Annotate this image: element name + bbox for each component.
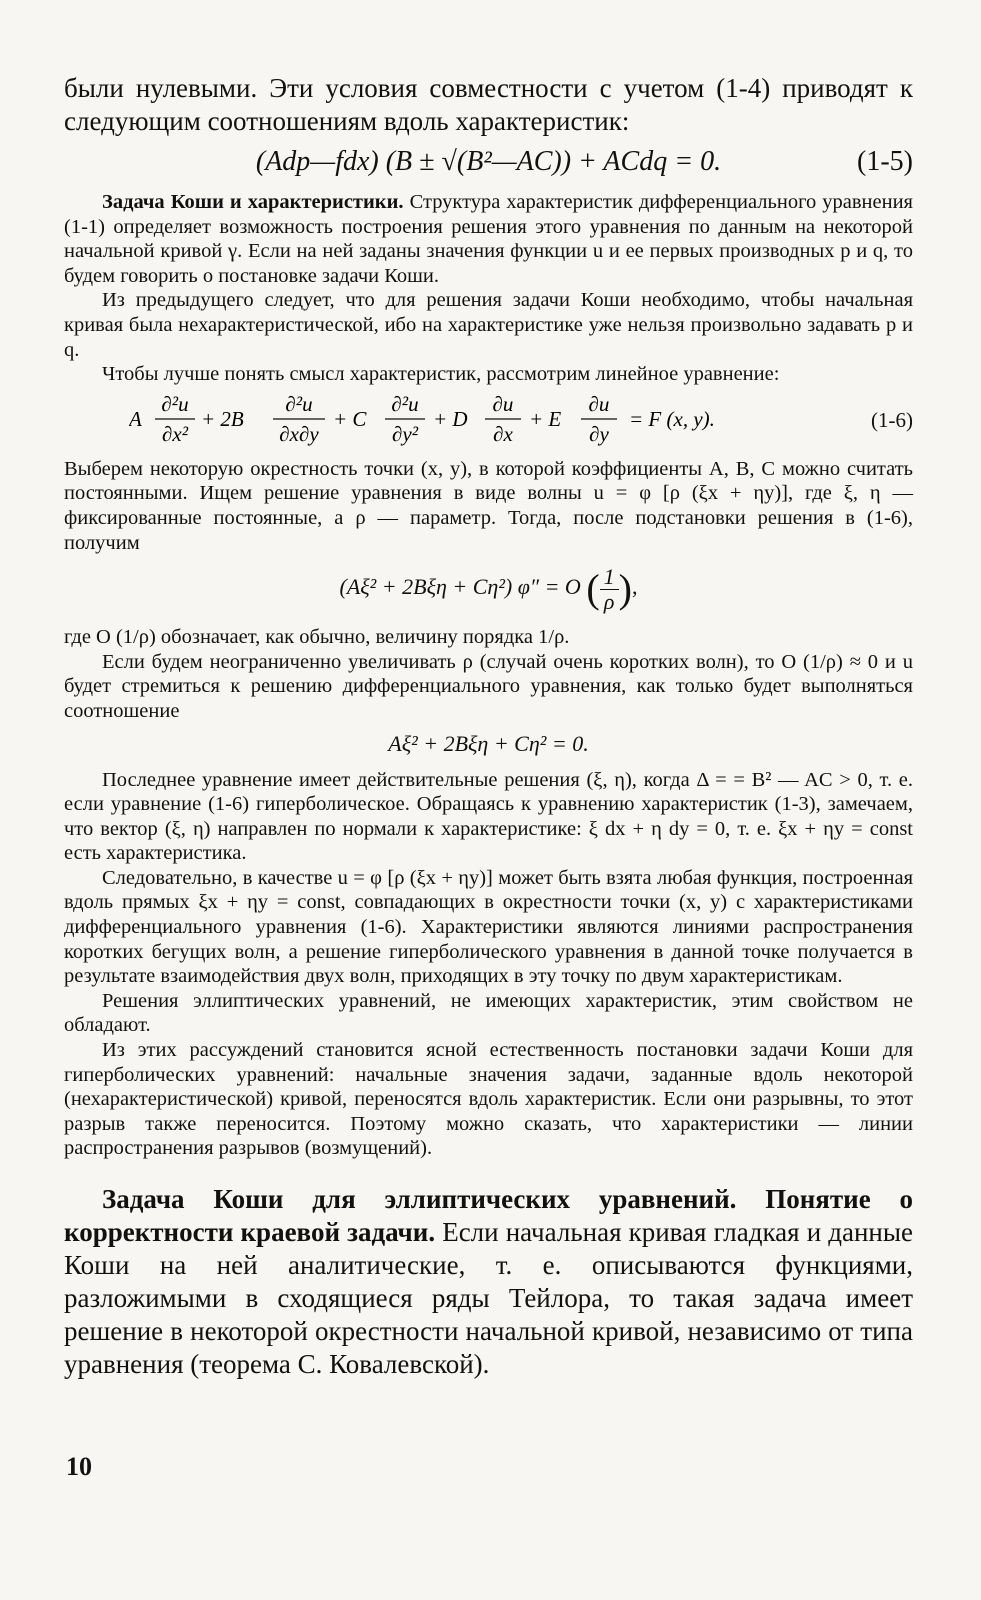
section-paragraph xyxy=(64,1183,913,1381)
coef-e: + E xyxy=(528,406,561,431)
intro-paragraph: были нулевыми. Эти условия совместности с учетом (1-4) приводят к следующим соотношениям вдоль характеристик: xyxy=(64,73,913,136)
characteristic-body: Aξ² + 2Bξη + Cη² = 0. xyxy=(388,730,589,756)
term1-den: ∂x² xyxy=(161,421,188,446)
term1-num: ∂²u xyxy=(160,392,189,416)
choose-paragraph: Выберем некоторую окрестность точки (x, y), в которой коэффициенты A, B, C можно считать постоянными. Ищем решение уравнения в виде волны u = φ [ρ (ξx + ηy)], где ξ, η — фиксированные постоянные, а ρ — параметр. Тогда, после подстановки решения в (1-6), получим xyxy=(64,457,913,554)
section-text: Если начальная кривая гладкая и данные Коши на ней аналитические, т. е. описываются функциями, разложимыми в сходящиеся ряды Тейлора, то такая задача имеет решение в некоторой окрестности начальной кривой, независимо от типа уравнения (теорема С. Ковалевской). xyxy=(64,1217,913,1379)
substitution-frac-num: 1 xyxy=(600,565,619,590)
term3-den: ∂y² xyxy=(391,421,418,446)
equation-1-5-number: (1-5) xyxy=(857,146,913,177)
term3-num: ∂²u xyxy=(390,392,419,416)
equation-1-6-number: (1-6) xyxy=(871,407,913,432)
equation-1-6-svg xyxy=(129,393,849,447)
equation-1-5-body: (Adp—fdx) (B ± √(B²—AC)) + ACdq = 0. xyxy=(255,146,722,177)
substitution-lhs: (Aξ² + 2Bξη + Cη²) φ″ = O xyxy=(339,574,581,600)
coef-a: A xyxy=(128,406,142,431)
coef-b: + 2B xyxy=(200,406,244,431)
coef-d: + D xyxy=(432,406,468,431)
coef-c: + C xyxy=(332,406,366,431)
elliptic-paragraph: Решения эллиптических уравнений, не имеющих характеристик, этим свойством не обладают. xyxy=(64,989,913,1037)
reasoning-paragraph: Из этих рассуждений становится ясной естественность постановки задачи Коши для гиперболических уравнений: начальные значения задачи, заданные вдоль некоторой (нехарактеристической) кривой, переносятся вдоль характеристик. Если они разрывны, то этот разрыв также переносится. Поэтому можно сказать, что характеристики — линии распространения разрывов (возмущений). xyxy=(64,1039,913,1160)
rho-paragraph: Если будем неограниченно увеличивать ρ (случай очень коротких волн), то O (1/ρ) ≈ 0 и u будет стремиться к решению дифференциального уравнения, как только будет выполняться соотношение xyxy=(64,650,913,722)
equation-characteristic xyxy=(64,726,913,762)
substitution-frac-den: ρ xyxy=(603,588,615,614)
page-number: 10 xyxy=(66,1452,92,1481)
term2-den: ∂x∂y xyxy=(278,421,319,446)
order-paragraph: где O (1/ρ) обозначает, как обычно, величину порядка 1/ρ. xyxy=(64,626,570,649)
last-equation-paragraph: Последнее уравнение имеет действительные решения (ξ, η), когда Δ = = B² — AC > 0, т. е. если уравнение (1-6) гиперболическое. Обращаясь к уравнению характеристик (1-3), замечаем, что вектор (ξ, η) направлен по нормали к характеристике: ξ dx + η dy = 0, т. е. ξx + ηy = const есть характеристика. xyxy=(64,768,913,865)
term4-num: ∂u xyxy=(492,392,513,416)
term2-num: ∂²u xyxy=(284,392,313,416)
cauchy-paragraph xyxy=(64,190,913,288)
linear-paragraph: Чтобы лучше понять смысл характеристик, рассмотрим линейное уравнение: xyxy=(102,363,780,386)
equation-rhs: = F (x, y). xyxy=(628,406,715,431)
section-heading: Задача Коши для эллиптических уравнений. Понятие о корректности краевой задачи. xyxy=(64,1184,913,1247)
hence-paragraph: Следовательно, в качестве u = φ [ρ (ξx + ηy)] может быть взята любая функция, построенная вдоль прямых ξx + ηy = const, совпадающих в окрестности точки (x, y) с характеристиками дифференциального уравнения (1-6). Характеристики являются линиями распространения коротких бегущих волн, а решение гиперболического уравнения в данной точке получается в результате взаимодействия двух волн, приходящих в эту точку по двум характеристикам. xyxy=(64,866,913,988)
cauchy-text: Структура характеристик дифференциального уравнения (1-1) определяет возможность построения решения этого уравнения по данным на некоторой начальной кривой γ. Если на ней заданы значения функции u и ее первых производных p и q, то будем говорить о постановке задачи Коши. xyxy=(64,191,913,287)
previous-paragraph: Из предыдущего следует, что для решения задачи Коши необходимо, чтобы начальная кривая была нехарактеристической, ибо на характеристике уже нельзя произвольно задавать p и q. xyxy=(64,289,913,361)
term5-den: ∂y xyxy=(588,421,609,446)
equation-1-6 xyxy=(64,393,913,447)
cauchy-heading: Задача Коши и характеристики. xyxy=(102,191,404,213)
equation-substitution: (Aξ² + 2Bξη + Cη²) φ″ = O ( $\frac{1}{\rho}$ ), xyxy=(339,563,638,614)
term4-den: ∂x xyxy=(492,421,513,446)
term5-num: ∂u xyxy=(588,392,609,416)
equation-1-5 xyxy=(64,142,913,182)
